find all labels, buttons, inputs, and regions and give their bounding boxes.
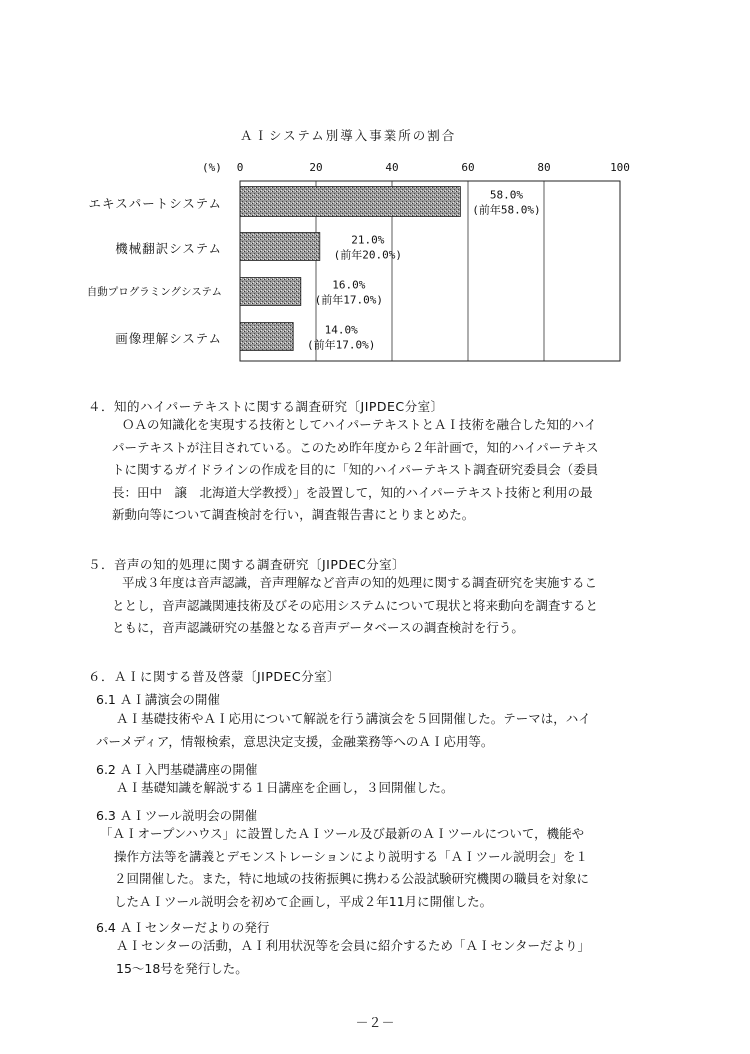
subsection-6-3-line: ２回開催した。また，特に地域の技術振興に携わる公設試験研究機関の職員を対象に [114,871,590,886]
previous-value-label: (前年17.0%) [307,338,376,352]
bar [240,233,320,261]
section-5-body [112,572,632,640]
previous-value-label: (前年17.0%) [314,293,383,307]
category-label: 機械翻訳システム [115,240,222,256]
subsection-6-3-line: したＡＩツール説明会を初めて企画し，平成２年11月に開催した。 [114,893,493,909]
subsection-6-4-body [112,935,632,980]
subsection-6-3-line: 操作方法等を講義とデモンストレーションにより説明する「ＡＩツール説明会」を１ [114,848,588,864]
subsection-6-3-line: 「ＡＩオープンハウス」に設置したＡＩツール及び最新のＡＩツールについて，機能や [100,826,585,841]
tick-label: 40 [385,161,399,174]
subsection-6-1-title: 6.1 ＡＩ講演会の開催 [96,692,220,707]
value-label: 21.0% [351,233,385,247]
subsection-6-2-title: 6.2 ＡＩ入門基礎講座の開催 [96,762,258,777]
bar [240,278,301,306]
bar [240,323,293,351]
bar [240,187,460,217]
subsection-6-2-body [112,777,632,800]
subsection-6-4-line: 15～18号を発行した。 [116,960,248,976]
section-5-line: ともに，音声認識研究の基盤となる音声データベースの調査検討を行う。 [112,620,524,635]
category-label: 画像理解システム [115,330,222,346]
page-number: －２－ [355,1016,395,1031]
tick-label: 60 [461,161,475,174]
bar-chart [86,155,640,365]
section-4-title: ４．知的ハイパーテキストに関する調査研究〔JIPDEC分室〕 [88,399,444,414]
subsection-6-3-title: 6.3 ＡＩツール説明会の開催 [96,808,258,823]
tick-label: 0 [236,161,244,174]
section-4-line: 長：田中 譲 北海道大学教授）」を設置して，知的ハイパーテキスト技術と利用の最 [112,484,593,500]
section-4-line: パーテキストが注目されている。このため昨年度から２年計画で，知的ハイパーテキス [112,439,599,455]
subsection-6-3-body [100,823,632,913]
section-5-line: ととし，音声認識関連技術及びその応用システムについて現状と将来動向を調査すると [112,597,599,613]
tick-label: 20 [309,161,323,174]
chart-title: ＡＩシステム別導入事業所の割合 [240,128,457,143]
subsection-6-2-line: ＡＩ基礎知識を解説する１日講座を企画し，３回開催した。 [116,780,454,795]
subsection-6-4-title: 6.4 ＡＩセンターだよりの発行 [96,920,270,935]
subsection-6-4-line: ＡＩセンターの活動，ＡＩ利用状況等を会員に紹介するため「ＡＩセンターだより」 [116,938,591,953]
section-4-line: トに関するガイドラインの作成を目的に「知的ハイパーテキスト調査研究委員会（委員 [112,462,599,477]
section-6-title: ６．ＡＩに関する普及啓蒙〔JIPDEC分室〕 [88,669,341,684]
section-5-line: 平成３年度は音声認識，音声理解など音声の知的処理に関する調査研究を実施するこ [122,575,598,590]
subsection-6-1-line: ＡＩ基礎技術やＡＩ応用について解説を行う講演会を５回開催した。テーマは，ハイ [116,711,591,726]
value-label: 16.0% [332,278,366,292]
subsection-6-1-line: パーメディア，情報検索，意思決定支援，金融業務等へのＡＩ応用等。 [96,733,494,749]
section-5-title: ５．音声の知的処理に関する調査研究〔JIPDEC分室〕 [88,557,406,572]
tick-label: 100 [610,161,630,174]
subsection-6-1-body [96,708,632,753]
category-label: エキスパートシステム [88,195,222,211]
section-4-body [112,414,632,527]
category-label: 自動プログラミングシステム [86,285,222,298]
value-label: 14.0% [324,323,358,337]
previous-value-label: (前年20.0%) [333,248,402,262]
section-4-line: ＯＡの知識化を実現する技術としてハイパーテキストとＡＩ技術を融合した知的ハイ [122,417,597,432]
tick-label: 80 [537,161,551,174]
unit-label: (%) [202,161,222,174]
section-4-line: 新動向等について調査検討を行い，調査報告書にとりまとめた。 [112,507,475,522]
value-label: 58.0% [489,188,523,202]
chart-svg [200,155,640,365]
previous-value-label: (前年58.0%) [472,203,541,217]
